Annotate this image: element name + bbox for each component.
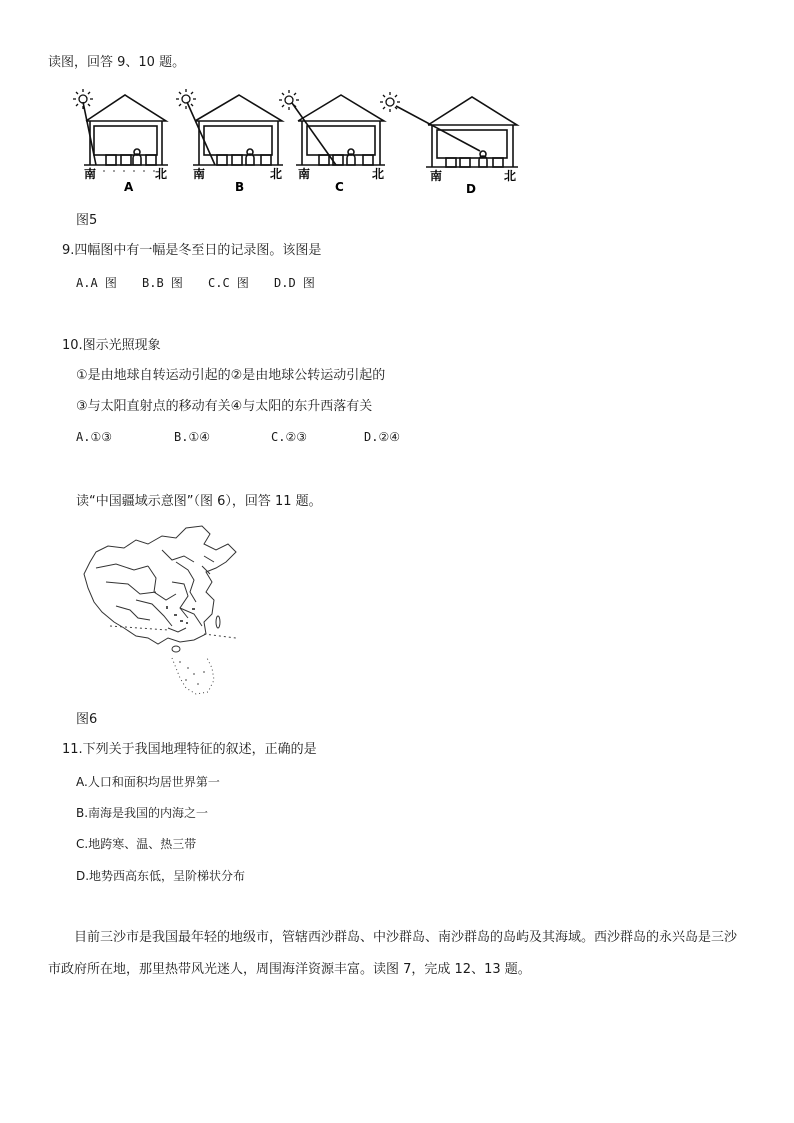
south-label: 南 <box>430 169 443 183</box>
figure-5-panel-a <box>73 89 168 194</box>
question-9-option-b: B.B 图 <box>142 276 183 290</box>
sun-icon <box>73 89 93 109</box>
question-9-option-d: D.D 图 <box>274 276 315 290</box>
passage-12-13: 目前三沙市是我国最年轻的地级市，管辖西沙群岛、中沙群岛、南沙群岛的岛屿及其海域。西沙群岛的永兴岛是三沙市政府所在地，那里热带风光迷人，周围海洋资源丰富。读图 7，完成 12、13 题。 <box>48 930 738 977</box>
south-label: 南 <box>193 167 206 181</box>
figure-6-china-map <box>76 522 246 702</box>
panel-label: D <box>466 182 476 196</box>
panel-label: C <box>335 180 344 194</box>
north-label: 北 <box>270 167 283 181</box>
south-label: 南 <box>298 167 311 181</box>
south-label: 南 <box>84 167 97 181</box>
figure-5-caption: 图5 <box>76 213 98 228</box>
question-10-option-b: B.①④ <box>174 430 210 444</box>
sun-icon <box>380 92 400 112</box>
sun-icon <box>279 90 299 110</box>
sun-icon <box>176 89 196 109</box>
question-11-stem: 11.下列关于我国地理特征的叙述，正确的是 <box>62 742 317 757</box>
question-11-option-b: B.南海是我国的内海之一 <box>76 806 209 820</box>
panel-label: B <box>235 180 245 194</box>
hainan-island-mark <box>172 646 180 652</box>
question-10-statement-1: ①是由地球自转运动引起的②是由地球公转运动引起的 <box>76 368 386 383</box>
question-9-option-a: A.A 图 <box>76 276 117 290</box>
intro-9-10: 读图，回答 9、10 题。 <box>48 55 186 70</box>
question-10-option-a: A.①③ <box>76 430 112 444</box>
question-11-option-d: D.地势西高东低，呈阶梯状分布 <box>76 869 246 883</box>
question-11-option-c: C.地跨寒、温、热三带 <box>76 837 197 851</box>
question-11-option-a: A.人口和面积均居世界第一 <box>76 775 220 789</box>
intro-11: 读“中国疆域示意图”（图 6），回答 11 题。 <box>76 494 322 509</box>
figure-5-panel-b <box>176 89 283 194</box>
question-10-statement-2: ③与太阳直射点的移动有关④与太阳的东升西落有关 <box>76 399 373 414</box>
figure-5-panel-c <box>279 90 385 194</box>
question-9-option-c: C.C 图 <box>208 276 249 290</box>
question-10-option-c: C.②③ <box>271 430 307 444</box>
panel-label: A <box>124 180 134 194</box>
question-9-stem: 9.四幅图中有一幅是冬至日的记录图。该图是 <box>62 243 322 258</box>
north-label: 北 <box>372 167 385 181</box>
figure-6-caption: 图6 <box>76 712 98 727</box>
taiwan-island-mark <box>216 616 220 628</box>
figure-5-panel-d <box>380 92 518 196</box>
figure-5-diagram <box>70 88 520 198</box>
north-label: 北 <box>504 169 517 183</box>
north-label: 北 <box>155 167 168 181</box>
question-10-option-d: D.②④ <box>364 430 400 444</box>
question-10-stem: 10.图示光照现象 <box>62 338 161 353</box>
